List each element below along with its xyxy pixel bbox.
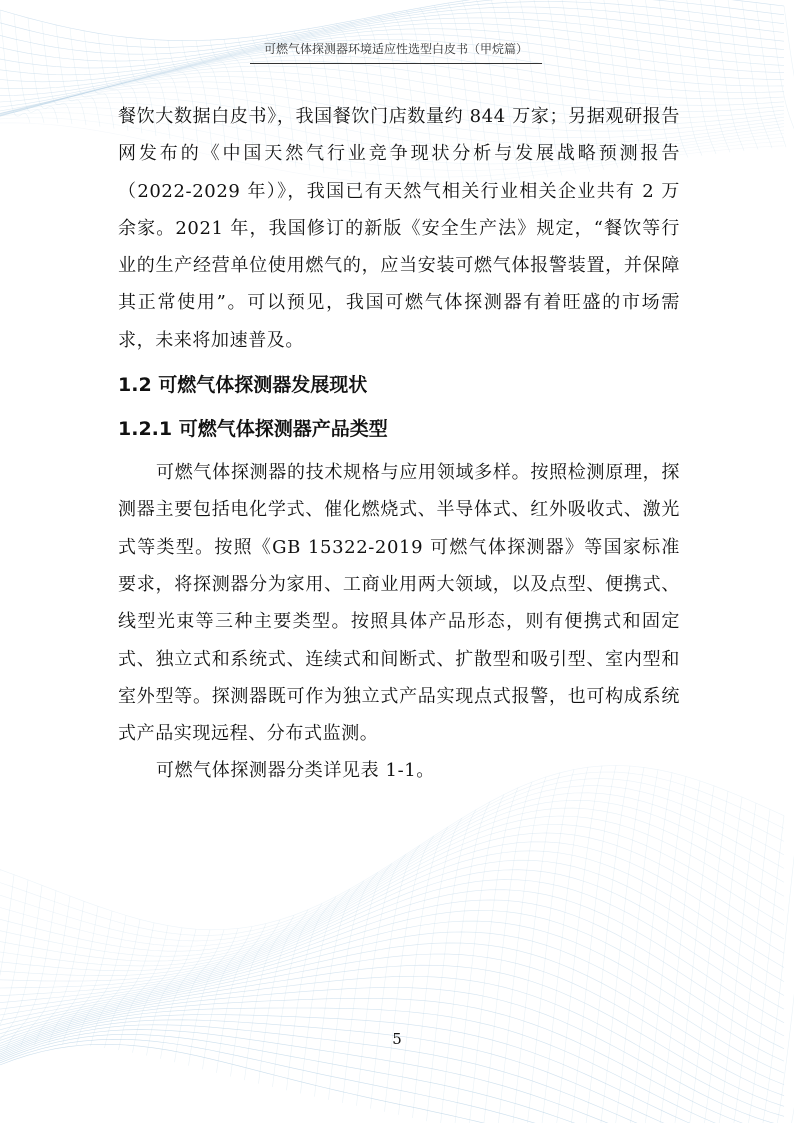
body-paragraph: 可燃气体探测器的技术规格与应用领域多样。按照检测原理，探测器主要包括电化学式、催化燃烧式、半导体式、红外吸收式、激光式等类型。按照《GB 15322-2019 可燃气体探测器》等国家标准要求，将探测器分为家用、工商业用两大领域，以及点型、便携式、线型光束等三种主要类型。按照具体产品形态，则有便携式和固定式、独立式和系统式、连续式和间断式、扩散型和吸引型、室内型和室外型等。探测器既可作为独立式产品实现点式报警，也可构成系统式产品实现远程、分布式监测。 (118, 462, 680, 745)
body-paragraph: 餐饮大数据白皮书》，我国餐饮门店数量约 844 万家；另据观研报告网发布的《中国天然气行业竞争现状分析与发展战略预测报告（2022-2029 年）》，我国已有天然气相关行业相关企业共有 2 万余家。2021 年，我国修订的新版《安全生产法》规定，“餐饮等行业的生产经营单位使用燃气的，应当安装可燃气体报警装置，并保障其正常使用”。可以预见，我国可燃气体探测器有着旺盛的市场需求，未来将加速普及。 (118, 106, 680, 351)
section-heading: 1.2 可燃气体探测器发展现状 (118, 374, 368, 397)
page-body (118, 98, 680, 790)
bottom-wave-mesh (0, 766, 794, 1123)
page-number: 5 (392, 1030, 402, 1048)
running-header: 可燃气体探测器环境适应性选型白皮书（甲烷篇） (250, 40, 542, 64)
subsection-heading: 1.2.1 可燃气体探测器产品类型 (118, 418, 388, 441)
body-paragraph: 可燃气体探测器分类详见表 1-1。 (156, 760, 435, 782)
